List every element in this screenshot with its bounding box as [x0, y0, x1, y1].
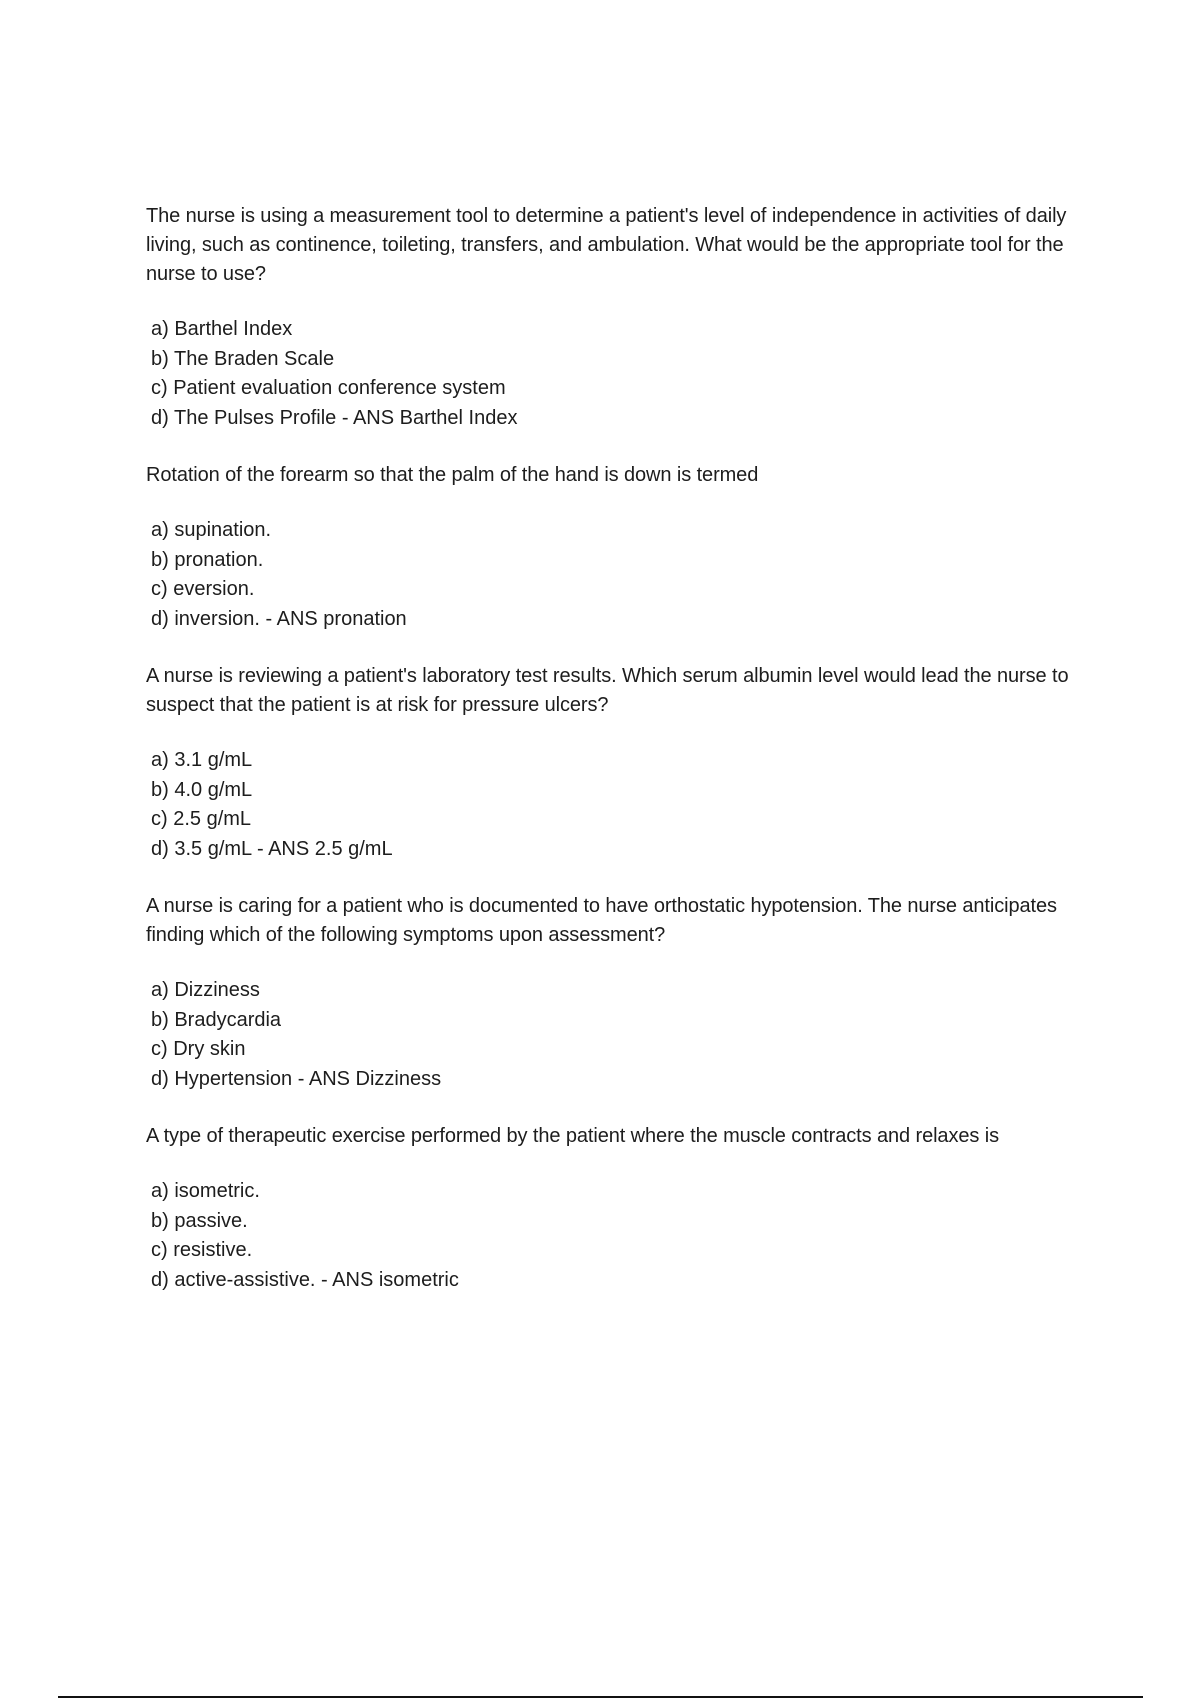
answer-option: c) resistive.	[151, 1239, 253, 1261]
answer-option: a) supination.	[151, 519, 272, 541]
answer-option: c) 2.5 g/mL	[151, 808, 252, 830]
question-stem: A type of therapeutic exercise performed by the patient where the muscle contracts and relaxes is	[146, 1125, 999, 1147]
answer-option: a) isometric.	[151, 1180, 260, 1202]
question-block	[146, 892, 1090, 1094]
answer-option: d) Hypertension - ANS Dizziness	[151, 1067, 442, 1090]
question-block	[146, 202, 1090, 433]
answer-option: a) Dizziness	[151, 979, 260, 1001]
footer-divider	[58, 1696, 1143, 1698]
answer-option: c) eversion.	[151, 578, 255, 600]
answer-option: b) Bradycardia	[151, 1008, 282, 1031]
answer-option: b) The Braden Scale	[151, 347, 335, 370]
answer-option: d) active-assistive. - ANS isometric	[151, 1268, 459, 1291]
answer-options	[146, 516, 1090, 634]
answer-option: c) Patient evaluation conference system	[151, 377, 506, 399]
question-stem: A nurse is reviewing a patient's laboratory test results. Which serum albumin level would lead the nurse to suspect that the patient is at risk for pressure ulcers?	[146, 665, 1069, 716]
answer-option: d) The Pulses Profile - ANS Barthel Index	[151, 406, 518, 429]
answer-options	[146, 746, 1090, 864]
answer-option: d) 3.5 g/mL - ANS 2.5 g/mL	[151, 837, 393, 860]
question-block	[146, 1122, 1090, 1295]
answer-option: a) Barthel Index	[151, 318, 293, 340]
question-block	[146, 461, 1090, 634]
question-stem: Rotation of the forearm so that the palm of the hand is down is termed	[146, 464, 759, 486]
answer-options	[146, 315, 1090, 433]
answer-option: a) 3.1 g/mL	[151, 749, 253, 771]
answer-option: c) Dry skin	[151, 1038, 246, 1060]
answer-option: d) inversion. - ANS pronation	[151, 607, 407, 630]
answer-option: b) 4.0 g/mL	[151, 778, 253, 801]
answer-option: b) passive.	[151, 1209, 248, 1232]
question-list	[146, 202, 1090, 1323]
answer-options	[146, 976, 1090, 1094]
question-block	[146, 662, 1090, 864]
question-stem: A nurse is caring for a patient who is documented to have orthostatic hypotension. The nurse anticipates finding which of the following symptoms upon assessment?	[146, 895, 1057, 946]
answer-option: b) pronation.	[151, 548, 264, 571]
answer-options	[146, 1177, 1090, 1295]
question-stem: The nurse is using a measurement tool to determine a patient's level of independence in activities of daily living, such as continence, toileting, transfers, and ambulation. What would be the appropriate tool for the nurse to use?	[146, 205, 1067, 285]
